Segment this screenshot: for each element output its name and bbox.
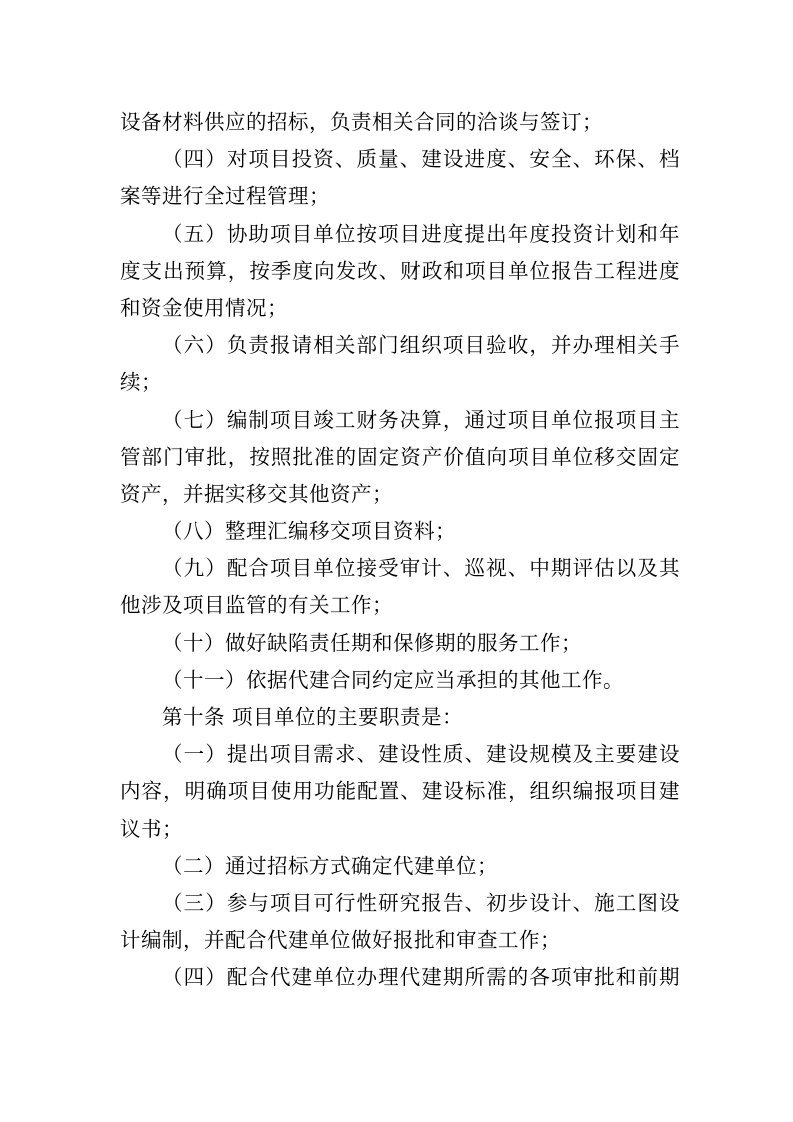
text-line: （七）编制项目竣工财务决算，通过项目单位报项目主 xyxy=(162,407,680,432)
text-line: 内容，明确项目使用功能配置、建设标准，组织编报项目建 xyxy=(120,779,680,804)
text-line: （九）配合项目单位接受审计、巡视、中期评估以及其 xyxy=(162,556,680,581)
text-line: （六）负责报请相关部门组织项目验收，并办理相关手 xyxy=(162,333,680,358)
article-heading: 第十条 项目单位的主要职责是： xyxy=(162,705,464,729)
document-body xyxy=(120,104,680,997)
text-line: （十一）依据代建合同约定应当承担的其他工作。 xyxy=(162,667,624,692)
text-line: （八）整理汇编移交项目资料； xyxy=(162,519,456,544)
text-line: 资产，并据实移交其他资产； xyxy=(120,481,393,506)
text-line: 设备材料供应的招标，负责相关合同的洽谈与签订； xyxy=(120,110,603,134)
text-line: 议书； xyxy=(120,816,183,841)
text-line: 计编制，并配合代建单位做好报批和审查工作； xyxy=(120,928,561,953)
text-line: 他涉及项目监管的有关工作； xyxy=(120,593,393,618)
text-line: （五）协助项目单位按项目进度提出年度投资计划和年 xyxy=(162,221,680,246)
text-line: 案等进行全过程管理； xyxy=(120,184,330,209)
text-line: （一）提出项目需求、建设性质、建设规模及主要建设 xyxy=(162,742,680,767)
text-line: 度支出预算，按季度向发改、财政和项目单位报告工程进度 xyxy=(120,258,680,283)
text-line: （四）对项目投资、质量、建设进度、安全、环保、档 xyxy=(162,147,680,172)
text-line: 管部门审批，按照批准的固定资产价值向项目单位移交固定 xyxy=(120,444,680,469)
text-line: 和资金使用情况； xyxy=(120,295,288,320)
text-line: （十）做好缺陷责任期和保修期的服务工作； xyxy=(162,630,582,655)
text-line: （三）参与项目可行性研究报告、初步设计、施工图设 xyxy=(162,890,680,915)
text-line: （二）通过招标方式确定代建单位； xyxy=(162,853,498,878)
text-line: 续； xyxy=(120,370,162,395)
text-line: （四）配合代建单位办理代建期所需的各项审批和前期 xyxy=(162,965,680,990)
